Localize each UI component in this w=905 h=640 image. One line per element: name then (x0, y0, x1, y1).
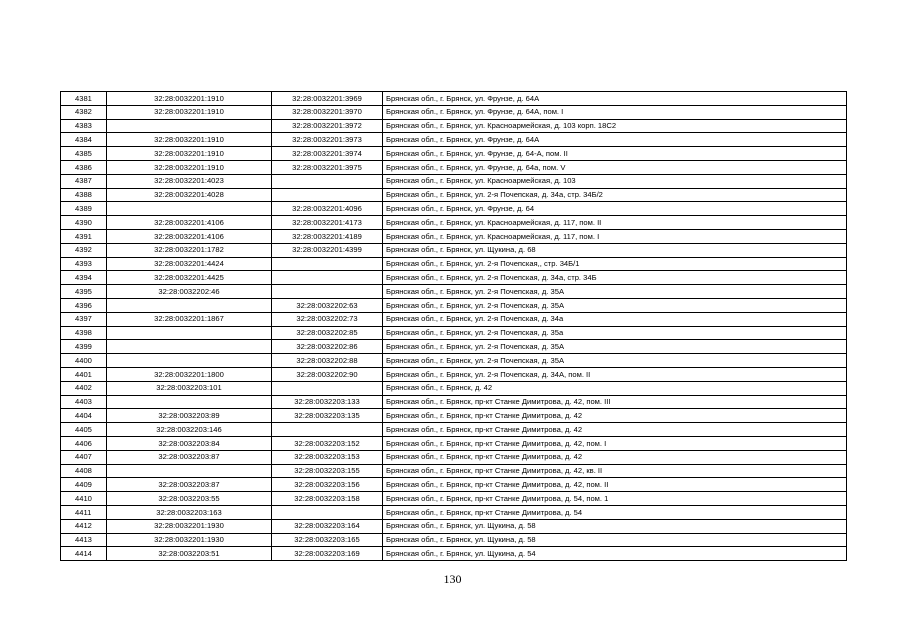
address-cell: Брянская обл., г. Брянск, ул. 2-я Почепская, д. 35а (383, 326, 847, 340)
table-row (61, 312, 847, 326)
address-cell: Брянская обл., г. Брянск, ул. Фрунзе, д. 64А, пом. I (383, 105, 847, 119)
parcel-cadastral-number-cell: 32:28:0032203:163 (107, 505, 272, 519)
address-cell: Брянская обл., г. Брянск, пр-кт Станке Димитрова, д. 54, пом. 1 (383, 492, 847, 506)
row-number-cell: 4383 (61, 119, 107, 133)
object-cadastral-number-cell: 32:28:0032201:3975 (272, 160, 383, 174)
address-cell: Брянская обл., г. Брянск, ул. 2-я Почепская, д. 34а (383, 312, 847, 326)
table-row (61, 367, 847, 381)
object-cadastral-number-cell: 32:28:0032201:3972 (272, 119, 383, 133)
address-cell: Брянская обл., г. Брянск, ул. 2-я Почепская, д. 34а, стр. 34Б/2 (383, 188, 847, 202)
parcel-cadastral-number-cell: 32:28:0032203:101 (107, 381, 272, 395)
parcel-cadastral-number-cell: 32:28:0032201:4023 (107, 174, 272, 188)
parcel-cadastral-number-cell: 32:28:0032201:4106 (107, 229, 272, 243)
address-cell: Брянская обл., г. Брянск, ул. Фрунзе, д. 64А (383, 133, 847, 147)
object-cadastral-number-cell: 32:28:0032201:4173 (272, 216, 383, 230)
object-cadastral-number-cell: 32:28:0032203:165 (272, 533, 383, 547)
object-cadastral-number-cell (272, 257, 383, 271)
address-cell: Брянская обл., г. Брянск, пр-кт Станке Димитрова, д. 42, пом. I (383, 436, 847, 450)
table-row (61, 160, 847, 174)
parcel-cadastral-number-cell (107, 340, 272, 354)
object-cadastral-number-cell: 32:28:0032203:133 (272, 395, 383, 409)
address-cell: Брянская обл., г. Брянск, пр-кт Станке Димитрова, д. 42 (383, 450, 847, 464)
address-cell: Брянская обл., г. Брянск, ул. Красноармейская, д. 103 (383, 174, 847, 188)
object-cadastral-number-cell: 32:28:0032203:135 (272, 409, 383, 423)
object-cadastral-number-cell: 32:28:0032203:169 (272, 547, 383, 561)
table-row (61, 229, 847, 243)
table-row (61, 395, 847, 409)
table-row (61, 519, 847, 533)
object-cadastral-number-cell (272, 188, 383, 202)
row-number-cell: 4410 (61, 492, 107, 506)
row-number-cell: 4385 (61, 147, 107, 161)
parcel-cadastral-number-cell: 32:28:0032201:4424 (107, 257, 272, 271)
row-number-cell: 4403 (61, 395, 107, 409)
parcel-cadastral-number-cell: 32:28:0032203:89 (107, 409, 272, 423)
table-row (61, 381, 847, 395)
table-row (61, 340, 847, 354)
object-cadastral-number-cell: 32:28:0032201:3970 (272, 105, 383, 119)
table-row (61, 354, 847, 368)
table-row (61, 105, 847, 119)
table-row (61, 450, 847, 464)
object-cadastral-number-cell: 32:28:0032201:3969 (272, 92, 383, 106)
row-number-cell: 4411 (61, 505, 107, 519)
object-cadastral-number-cell: 32:28:0032202:85 (272, 326, 383, 340)
object-cadastral-number-cell (272, 285, 383, 299)
object-cadastral-number-cell: 32:28:0032202:63 (272, 298, 383, 312)
address-cell: Брянская обл., г. Брянск, ул. Фрунзе, д. 64-А, пом. II (383, 147, 847, 161)
parcel-cadastral-number-cell: 32:28:0032203:146 (107, 423, 272, 437)
address-cell: Брянская обл., г. Брянск, пр-кт Станке Димитрова, д. 42, пом. III (383, 395, 847, 409)
row-number-cell: 4397 (61, 312, 107, 326)
parcel-cadastral-number-cell: 32:28:0032202:46 (107, 285, 272, 299)
row-number-cell: 4407 (61, 450, 107, 464)
parcel-cadastral-number-cell: 32:28:0032201:1910 (107, 105, 272, 119)
table-row (61, 243, 847, 257)
table-row (61, 285, 847, 299)
address-cell: Брянская обл., г. Брянск, ул. Фрунзе, д. 64а, пом. V (383, 160, 847, 174)
object-cadastral-number-cell (272, 271, 383, 285)
table-row (61, 216, 847, 230)
table-row (61, 492, 847, 506)
row-number-cell: 4408 (61, 464, 107, 478)
parcel-cadastral-number-cell (107, 119, 272, 133)
parcel-cadastral-number-cell: 32:28:0032201:4106 (107, 216, 272, 230)
object-cadastral-number-cell: 32:28:0032203:156 (272, 478, 383, 492)
row-number-cell: 4398 (61, 326, 107, 340)
parcel-cadastral-number-cell: 32:28:0032201:1910 (107, 133, 272, 147)
row-number-cell: 4402 (61, 381, 107, 395)
parcel-cadastral-number-cell (107, 395, 272, 409)
table-row (61, 464, 847, 478)
parcel-cadastral-number-cell: 32:28:0032201:1930 (107, 519, 272, 533)
row-number-cell: 4413 (61, 533, 107, 547)
parcel-cadastral-number-cell (107, 464, 272, 478)
table-row (61, 478, 847, 492)
address-cell: Брянская обл., г. Брянск, пр-кт Станке Димитрова, д. 42, кв. II (383, 464, 847, 478)
row-number-cell: 4414 (61, 547, 107, 561)
address-cell: Брянская обл., г. Брянск, ул. Красноармейская, д. 103 корп. 18С2 (383, 119, 847, 133)
row-number-cell: 4384 (61, 133, 107, 147)
table-row (61, 147, 847, 161)
table-row (61, 436, 847, 450)
table-row (61, 547, 847, 561)
address-cell: Брянская обл., г. Брянск, ул. Щукина, д. 58 (383, 519, 847, 533)
parcel-cadastral-number-cell: 32:28:0032201:1910 (107, 147, 272, 161)
parcel-cadastral-number-cell: 32:28:0032201:4425 (107, 271, 272, 285)
parcel-cadastral-number-cell: 32:28:0032203:51 (107, 547, 272, 561)
parcel-cadastral-number-cell: 32:28:0032201:1867 (107, 312, 272, 326)
parcel-cadastral-number-cell: 32:28:0032203:55 (107, 492, 272, 506)
object-cadastral-number-cell (272, 174, 383, 188)
table-row (61, 92, 847, 106)
address-cell: Брянская обл., г. Брянск, ул. 2-я Почепская, д. 34а, стр. 34Б (383, 271, 847, 285)
address-cell: Брянская обл., г. Брянск, ул. 2-я Почепская,, стр. 34Б/1 (383, 257, 847, 271)
address-cell: Брянская обл., г. Брянск, пр-кт Станке Димитрова, д. 42 (383, 409, 847, 423)
address-cell: Брянская обл., г. Брянск, ул. 2-я Почепская, д. 35А (383, 285, 847, 299)
row-number-cell: 4392 (61, 243, 107, 257)
address-cell: Брянская обл., г. Брянск, ул. Фрунзе, д. 64 (383, 202, 847, 216)
object-cadastral-number-cell: 32:28:0032203:152 (272, 436, 383, 450)
object-cadastral-number-cell: 32:28:0032202:88 (272, 354, 383, 368)
object-cadastral-number-cell: 32:28:0032202:86 (272, 340, 383, 354)
table-row (61, 257, 847, 271)
object-cadastral-number-cell: 32:28:0032202:90 (272, 367, 383, 381)
object-cadastral-number-cell: 32:28:0032201:3973 (272, 133, 383, 147)
row-number-cell: 4405 (61, 423, 107, 437)
object-cadastral-number-cell: 32:28:0032201:3974 (272, 147, 383, 161)
object-cadastral-number-cell: 32:28:0032203:155 (272, 464, 383, 478)
table-row (61, 188, 847, 202)
row-number-cell: 4401 (61, 367, 107, 381)
parcel-cadastral-number-cell (107, 298, 272, 312)
row-number-cell: 4390 (61, 216, 107, 230)
parcel-cadastral-number-cell: 32:28:0032201:1910 (107, 92, 272, 106)
row-number-cell: 4404 (61, 409, 107, 423)
address-cell: Брянская обл., г. Брянск, ул. Щукина, д. 68 (383, 243, 847, 257)
parcel-cadastral-number-cell (107, 354, 272, 368)
row-number-cell: 4387 (61, 174, 107, 188)
address-cell: Брянская обл., г. Брянск, ул. Щукина, д. 58 (383, 533, 847, 547)
table-row (61, 423, 847, 437)
row-number-cell: 4391 (61, 229, 107, 243)
table-row (61, 326, 847, 340)
row-number-cell: 4394 (61, 271, 107, 285)
address-cell: Брянская обл., г. Брянск, ул. Красноармейская, д. 117, пом. II (383, 216, 847, 230)
parcel-cadastral-number-cell: 32:28:0032201:1782 (107, 243, 272, 257)
object-cadastral-number-cell (272, 505, 383, 519)
table-row (61, 202, 847, 216)
address-cell: Брянская обл., г. Брянск, ул. 2-я Почепская, д. 35А (383, 340, 847, 354)
address-cell: Брянская обл., г. Брянск, д. 42 (383, 381, 847, 395)
address-cell: Брянская обл., г. Брянск, ул. 2-я Почепская, д. 35А (383, 298, 847, 312)
row-number-cell: 4389 (61, 202, 107, 216)
address-cell: Брянская обл., г. Брянск, пр-кт Станке Димитрова, д. 54 (383, 505, 847, 519)
parcel-cadastral-number-cell: 32:28:0032201:4028 (107, 188, 272, 202)
parcel-cadastral-number-cell: 32:28:0032203:84 (107, 436, 272, 450)
address-cell: Брянская обл., г. Брянск, пр-кт Станке Димитрова, д. 42, пом. II (383, 478, 847, 492)
row-number-cell: 4386 (61, 160, 107, 174)
object-cadastral-number-cell: 32:28:0032203:153 (272, 450, 383, 464)
row-number-cell: 4399 (61, 340, 107, 354)
table-row (61, 505, 847, 519)
object-cadastral-number-cell: 32:28:0032201:4096 (272, 202, 383, 216)
row-number-cell: 4382 (61, 105, 107, 119)
address-cell: Брянская обл., г. Брянск, ул. Фрунзе, д. 64А (383, 92, 847, 106)
row-number-cell: 4381 (61, 92, 107, 106)
row-number-cell: 4412 (61, 519, 107, 533)
address-cell: Брянская обл., г. Брянск, пр-кт Станке Димитрова, д. 42 (383, 423, 847, 437)
table-row (61, 119, 847, 133)
row-number-cell: 4400 (61, 354, 107, 368)
address-cell: Брянская обл., г. Брянск, ул. 2-я Почепская, д. 34А, пом. II (383, 367, 847, 381)
object-cadastral-number-cell: 32:28:0032201:4399 (272, 243, 383, 257)
row-number-cell: 4396 (61, 298, 107, 312)
address-cell: Брянская обл., г. Брянск, ул. Щукина, д. 54 (383, 547, 847, 561)
table-row (61, 271, 847, 285)
parcel-cadastral-number-cell: 32:28:0032203:87 (107, 450, 272, 464)
object-cadastral-number-cell (272, 423, 383, 437)
row-number-cell: 4409 (61, 478, 107, 492)
parcel-cadastral-number-cell: 32:28:0032201:1910 (107, 160, 272, 174)
table-row (61, 298, 847, 312)
address-cell: Брянская обл., г. Брянск, ул. Красноармейская, д. 117, пом. I (383, 229, 847, 243)
parcel-cadastral-number-cell (107, 202, 272, 216)
row-number-cell: 4395 (61, 285, 107, 299)
page-number: 130 (443, 572, 462, 586)
table-row (61, 533, 847, 547)
object-cadastral-number-cell: 32:28:0032203:158 (272, 492, 383, 506)
table-row (61, 409, 847, 423)
registry-table-body (61, 92, 847, 561)
parcel-cadastral-number-cell: 32:28:0032203:87 (107, 478, 272, 492)
object-cadastral-number-cell: 32:28:0032202:73 (272, 312, 383, 326)
object-cadastral-number-cell: 32:28:0032203:164 (272, 519, 383, 533)
registry-table (60, 91, 847, 561)
table-row (61, 133, 847, 147)
object-cadastral-number-cell (272, 381, 383, 395)
parcel-cadastral-number-cell: 32:28:0032201:1930 (107, 533, 272, 547)
address-cell: Брянская обл., г. Брянск, ул. 2-я Почепская, д. 35А (383, 354, 847, 368)
parcel-cadastral-number-cell: 32:28:0032201:1800 (107, 367, 272, 381)
row-number-cell: 4388 (61, 188, 107, 202)
parcel-cadastral-number-cell (107, 326, 272, 340)
object-cadastral-number-cell: 32:28:0032201:4189 (272, 229, 383, 243)
table-row (61, 174, 847, 188)
row-number-cell: 4406 (61, 436, 107, 450)
row-number-cell: 4393 (61, 257, 107, 271)
